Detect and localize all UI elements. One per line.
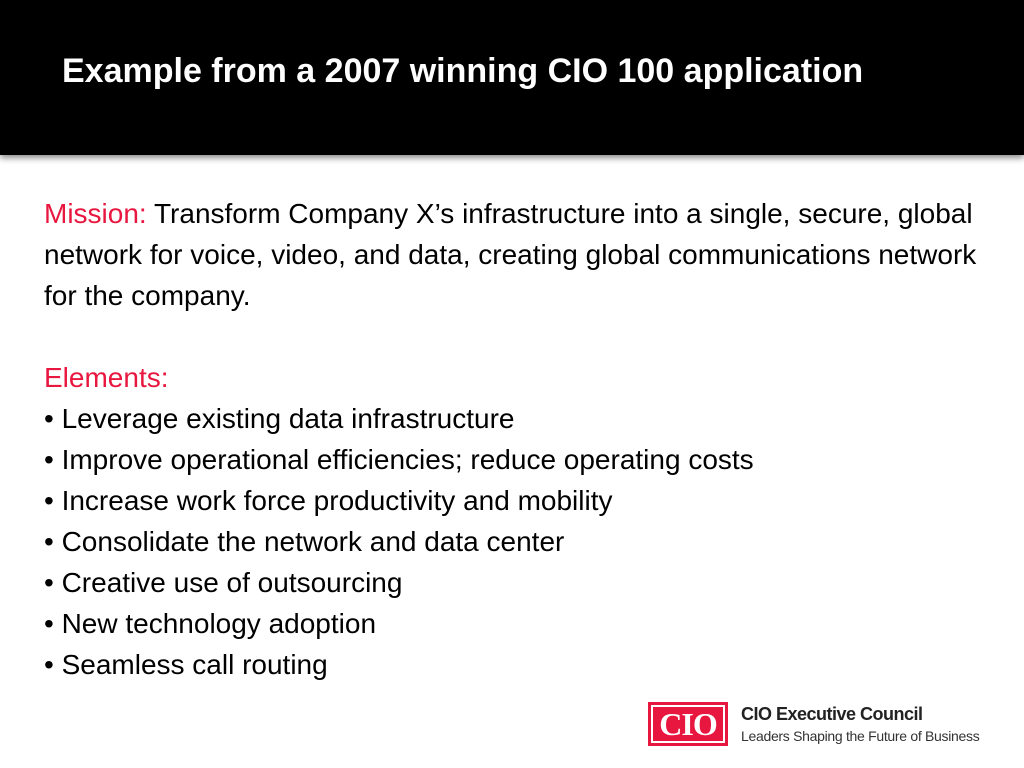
list-item: • Creative use of outsourcing bbox=[44, 567, 403, 598]
elements-list bbox=[44, 398, 994, 685]
list-item: • Increase work force productivity and mobility bbox=[44, 485, 613, 516]
slide-content bbox=[44, 193, 994, 685]
list-item: • Seamless call routing bbox=[44, 649, 328, 680]
title-bar bbox=[0, 0, 1024, 155]
slide-title: Example from a 2007 winning CIO 100 application bbox=[62, 52, 864, 90]
logo-tagline: Leaders Shaping the Future of Business bbox=[741, 728, 980, 744]
spacer bbox=[44, 316, 994, 357]
list-item: • Consolidate the network and data center bbox=[44, 526, 565, 557]
cio-logo-mark-text: CIO bbox=[651, 705, 725, 743]
mission-text: Transform Company X’s infrastructure into a single, secure, global network for voice, video, and data, creating global communications network for the company. bbox=[44, 198, 977, 311]
mission-label: Mission: bbox=[44, 198, 147, 229]
cio-executive-council-logo bbox=[648, 702, 988, 748]
list-item: • New technology adoption bbox=[44, 608, 377, 639]
cio-logo-mark bbox=[648, 702, 728, 746]
mission-paragraph bbox=[44, 193, 994, 316]
logo-name: CIO Executive Council bbox=[741, 704, 923, 724]
elements-label: Elements: bbox=[44, 362, 169, 393]
list-item: • Leverage existing data infrastructure bbox=[44, 403, 515, 434]
list-item: • Improve operational efficiencies; reduce operating costs bbox=[44, 444, 754, 475]
